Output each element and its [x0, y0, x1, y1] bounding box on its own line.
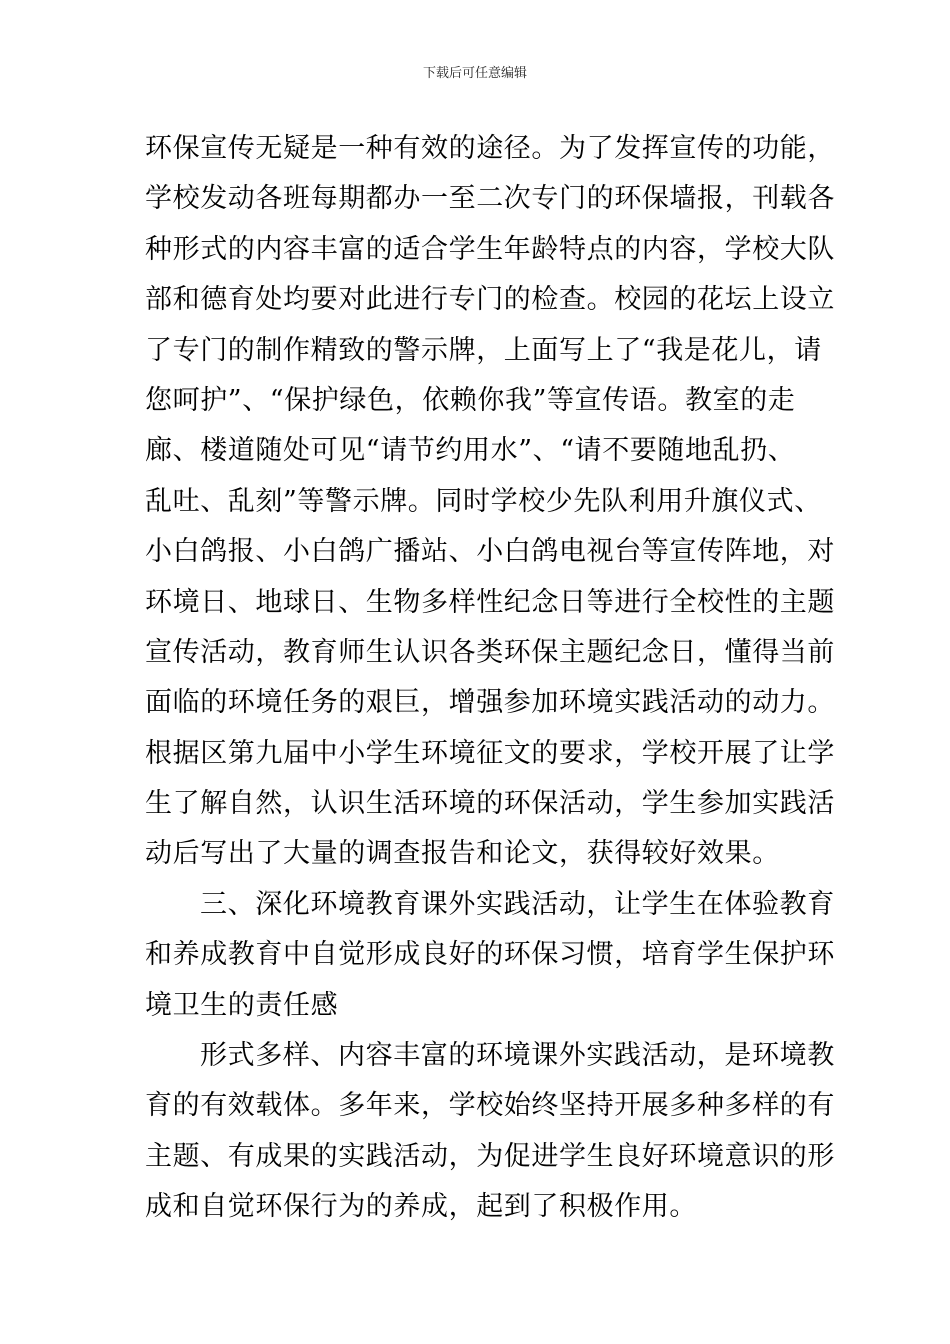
text-line: 环境日、地球日、生物多样性纪念日等进行全校性的主题	[145, 586, 835, 618]
section-heading-line: 和养成教育中自觉形成良好的环保习惯，培育学生保护环	[145, 939, 835, 971]
text-line: 部和德育处均要对此进行专门的检查。校园的花坛上设立	[145, 284, 835, 316]
text-line: 了专门的制作精致的警示牌，上面写上了“我是花儿，请	[145, 334, 822, 366]
text-line: 面临的环境任务的艰巨，增强参加环境实践活动的动力。	[145, 687, 835, 719]
text-line: 成和自觉环保行为的养成，起到了积极作用。	[145, 1191, 697, 1223]
text-line: 宣传活动，教育师生认识各类环保主题纪念日，懂得当前	[145, 636, 835, 668]
text-line: 种形式的内容丰富的适合学生年龄特点的内容，学校大队	[145, 233, 835, 265]
text-line: 形式多样、内容丰富的环境课外实践活动，是环境教	[200, 1040, 835, 1072]
text-line: 主题、有成果的实践活动，为促进学生良好环境意识的形	[145, 1140, 835, 1172]
text-line: 育的有效载体。多年来，学校始终坚持开展多种多样的有	[145, 1090, 835, 1122]
text-line: 学校发动各班每期都办一至二次专门的环保墙报，刊载各	[145, 183, 835, 215]
text-line: 根据区第九届中小学生环境征文的要求，学校开展了让学	[145, 737, 835, 769]
text-line: 动后写出了大量的调查报告和论文，获得较好效果。	[145, 838, 780, 870]
text-line: 环保宣传无疑是一种有效的途径。为了发挥宣传的功能，	[145, 133, 835, 164]
text-line: 生了解自然，认识生活环境的环保活动，学生参加实践活	[145, 788, 835, 820]
text-line: 小白鸽报、小白鸽广播站、小白鸽电视台等宣传阵地，对	[145, 536, 835, 568]
body-text	[145, 124, 835, 1233]
text-line: 您呵护”、“保护绿色，依赖你我”等宣传语。教室的走	[145, 384, 796, 416]
text-line: 乱吐、乱刻”等警示牌。同时学校少先队利用升旗仪式、	[145, 485, 822, 517]
section-heading-line: 境卫生的责任感	[145, 989, 339, 1021]
section-heading-line: 三、深化环境教育课外实践活动，让学生在体验教育	[200, 888, 835, 920]
text-line: 廊、楼道随处可见“请节约用水”、“请不要随地乱扔、	[145, 435, 796, 467]
page-header: 下载后可任意编辑	[422, 66, 527, 81]
